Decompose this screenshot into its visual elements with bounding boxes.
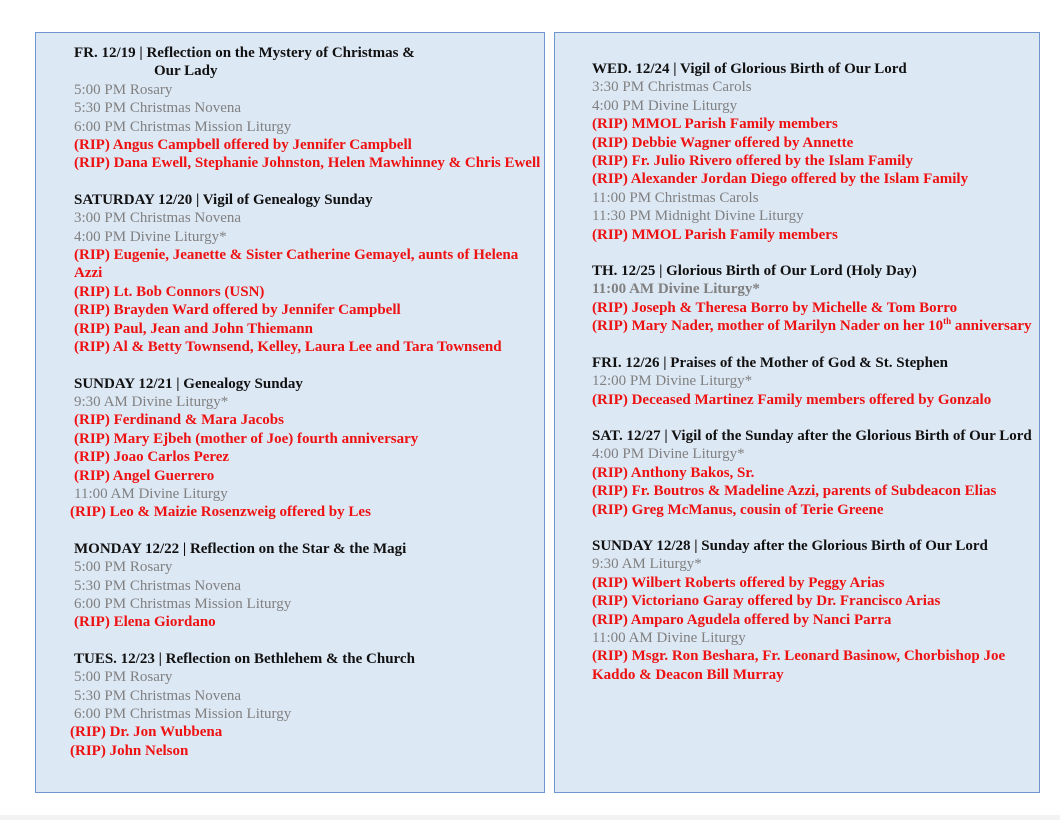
service-time (74, 209, 542, 227)
entry-text: (RIP) Amparo Agudela offered by Nanci Parra (592, 611, 892, 628)
schedule-day-block (74, 540, 544, 632)
entry-text: (RIP) Lt. Bob Connors (USN) (74, 283, 265, 300)
memorial-intention (74, 467, 542, 485)
entry-text: 12:00 PM Divine Liturgy* (592, 373, 753, 390)
memorial-intention (74, 246, 542, 283)
memorial-intention (74, 613, 542, 631)
day-heading (74, 44, 542, 81)
day-heading-text: SATURDAY 12/20 | Vigil of Genealogy Sunday (74, 191, 373, 208)
service-time (74, 687, 542, 705)
entry-text: 11:00 AM Divine Liturgy (592, 629, 746, 646)
entry-text: (RIP) Debbie Wagner offered by Annette (592, 134, 854, 151)
entry-text: (RIP) Dr. Jon Wubbena (70, 724, 223, 741)
service-time (592, 629, 1034, 647)
service-time (74, 393, 542, 411)
entry-text: 5:30 PM Christmas Novena (74, 577, 242, 594)
memorial-intention (592, 226, 1034, 244)
entry-text: (RIP) Brayden Ward offered by Jennifer Campbell (74, 302, 401, 319)
day-heading-text: TH. 12/25 | Glorious Birth of Our Lord (Holy Day) (592, 263, 917, 280)
entry-text: 9:30 AM Divine Liturgy* (74, 393, 229, 410)
day-heading-text: SUNDAY 12/28 | Sunday after the Glorious Birth of Our Lord (592, 537, 988, 554)
entry-text: (RIP) MMOL Parish Family members (592, 116, 838, 133)
day-heading-text: WED. 12/24 | Vigil of Glorious Birth of Our Lord (592, 61, 907, 77)
memorial-intention (592, 170, 1034, 188)
day-heading-text: MONDAY 12/22 | Reflection on the Star & the Magi (74, 540, 407, 557)
entry-text: (RIP) MMOL Parish Family members (592, 226, 838, 243)
day-heading (592, 537, 1034, 555)
memorial-intention (592, 501, 1034, 519)
entry-text: (RIP) Mary Nader, mother of Marilyn Nader on her 10 (592, 318, 944, 335)
schedule-day-block (74, 191, 544, 357)
memorial-intention (70, 742, 538, 760)
service-time (74, 81, 542, 99)
memorial-intention (74, 448, 542, 466)
day-heading (74, 191, 542, 209)
service-time (592, 97, 1034, 115)
entry-text: 11:00 AM Divine Liturgy (74, 485, 228, 502)
entry-text: 11:00 PM Christmas Carols (592, 189, 759, 206)
entry-text: (RIP) Joseph & Theresa Borro by Michelle & Tom Borro (592, 299, 958, 316)
memorial-intention (74, 154, 542, 172)
schedule-day-block (592, 262, 1039, 336)
entry-text: 3:30 PM Christmas Carols (592, 79, 752, 96)
service-time (74, 668, 542, 686)
memorial-intention (592, 391, 1034, 409)
memorial-intention (74, 338, 542, 356)
day-heading (74, 650, 542, 668)
memorial-intention (592, 134, 1034, 152)
service-time (592, 445, 1034, 463)
memorial-intention (70, 723, 538, 741)
entry-text: 5:00 PM Rosary (74, 81, 173, 98)
entry-text: 3:00 PM Christmas Novena (74, 210, 242, 227)
entry-text: (RIP) Mary Ejbeh (mother of Joe) fourth anniversary (74, 430, 419, 447)
entry-text: (RIP) Paul, Jean and John Thiemann (74, 320, 313, 337)
service-time (74, 485, 542, 503)
service-time (592, 189, 1034, 207)
day-heading (592, 60, 1034, 78)
day-heading (592, 427, 1034, 445)
memorial-intention (74, 136, 542, 154)
day-heading (592, 262, 1034, 280)
day-heading-text: FR. 12/19 | Reflection on the Mystery of Christmas & (74, 45, 415, 61)
memorial-intention (592, 464, 1034, 482)
entry-text: (RIP) Angus Campbell offered by Jennifer Campbell (74, 137, 412, 154)
memorial-intention (592, 592, 1034, 610)
entry-text: 4:00 PM Divine Liturgy* (74, 228, 227, 245)
entry-text-continuation: anniversary (951, 318, 1032, 335)
entry-text: 9:30 AM Liturgy* (592, 556, 702, 573)
entry-text: (RIP) Msgr. Ron Beshara, Fr. Leonard Basinow, Chorbishop Joe Kaddo & Deacon Bill Murray (592, 648, 1006, 683)
service-time (592, 207, 1034, 225)
entry-text: (RIP) Victoriano Garay offered by Dr. Francisco Arias (592, 593, 941, 610)
memorial-intention (70, 503, 538, 521)
service-time (74, 99, 542, 117)
entry-text: (RIP) Al & Betty Townsend, Kelley, Laura Lee and Tara Townsend (74, 339, 502, 356)
memorial-intention (592, 482, 1034, 500)
day-heading-text: SAT. 12/27 | Vigil of the Sunday after the Glorious Birth of Our Lord (592, 427, 1032, 444)
service-time (592, 555, 1034, 573)
entry-text: 5:00 PM Rosary (74, 559, 173, 576)
schedule-day-block (592, 60, 1039, 244)
service-time (74, 705, 542, 723)
ordinal-superscript: th (943, 316, 952, 327)
entry-text: 6:00 PM Christmas Mission Liturgy (74, 595, 292, 612)
schedule-day-block (592, 427, 1039, 519)
day-heading-text: SUNDAY 12/21 | Genealogy Sunday (74, 375, 303, 392)
day-heading (592, 354, 1034, 372)
entry-text: (RIP) Angel Guerrero (74, 467, 215, 484)
page-bottom-edge (0, 815, 1060, 820)
memorial-intention (592, 317, 1034, 335)
memorial-intention (74, 430, 542, 448)
entry-text: (RIP) Alexander Jordan Diego offered by the Islam Family (592, 171, 969, 188)
entry-text: (RIP) Deceased Martinez Family members offered by Gonzalo (592, 391, 992, 408)
entry-text: (RIP) Fr. Julio Rivero offered by the Islam Family (592, 153, 913, 170)
memorial-intention (74, 301, 542, 319)
left-column-box (35, 32, 545, 793)
entry-text: (RIP) Anthony Bakos, Sr. (592, 464, 755, 481)
entry-text: (RIP) Elena Giordano (74, 614, 216, 631)
entry-text: 5:30 PM Christmas Novena (74, 687, 242, 704)
entry-text: (RIP) Dana Ewell, Stephanie Johnston, Helen Mawhinney & Chris Ewell (74, 155, 541, 172)
entry-text: 6:00 PM Christmas Mission Liturgy (74, 118, 292, 135)
memorial-intention (592, 299, 1034, 317)
schedule-day-block (592, 537, 1039, 684)
day-heading-text: FRI. 12/26 | Praises of the Mother of God & St. Stephen (592, 354, 948, 371)
day-heading-text: TUES. 12/23 | Reflection on Bethlehem & the Church (74, 650, 415, 667)
memorial-intention (592, 647, 1034, 684)
day-heading (74, 375, 542, 393)
memorial-intention (592, 115, 1034, 133)
entry-text: 6:00 PM Christmas Mission Liturgy (74, 706, 292, 722)
entry-text: 11:30 PM Midnight Divine Liturgy (592, 208, 804, 225)
service-time (74, 118, 542, 136)
entry-text: (RIP) Ferdinand & Mara Jacobs (74, 412, 284, 429)
entry-text: (RIP) Leo & Maizie Rosenzweig offered by Les (70, 504, 371, 521)
schedule-day-block (592, 354, 1039, 409)
service-time (592, 78, 1034, 96)
service-time (592, 280, 1034, 298)
memorial-intention (592, 152, 1034, 170)
memorial-intention (74, 320, 542, 338)
service-time (592, 372, 1034, 390)
entry-text: (RIP) Eugenie, Jeanette & Sister Catherine Gemayel, aunts of Helena Azzi (74, 247, 519, 282)
day-heading-continuation: Our Lady (154, 63, 218, 80)
entry-text: 4:00 PM Divine Liturgy (592, 97, 738, 114)
entry-text: (RIP) Greg McManus, cousin of Terie Greene (592, 501, 884, 518)
entry-text: (RIP) John Nelson (70, 742, 189, 759)
schedule-day-block (70, 650, 544, 760)
entry-text: (RIP) Joao Carlos Perez (74, 449, 230, 466)
schedule-day-block (70, 375, 544, 522)
memorial-intention (592, 611, 1034, 629)
entry-text: 4:00 PM Divine Liturgy* (592, 446, 745, 463)
entry-text: 5:00 PM Rosary (74, 669, 173, 686)
memorial-intention (74, 283, 542, 301)
day-heading (74, 540, 542, 558)
service-time (74, 558, 542, 576)
entry-text: 5:30 PM Christmas Novena (74, 100, 242, 117)
memorial-intention (592, 574, 1034, 592)
schedule-day-block (74, 44, 544, 173)
entry-text: (RIP) Fr. Boutros & Madeline Azzi, parents of Subdeacon Elias (592, 483, 997, 500)
memorial-intention (74, 411, 542, 429)
entry-text: 11:00 AM Divine Liturgy* (592, 281, 760, 298)
service-time (74, 228, 542, 246)
service-time (74, 595, 542, 613)
service-time (74, 577, 542, 595)
entry-text: (RIP) Wilbert Roberts offered by Peggy Arias (592, 574, 885, 591)
right-column-box (554, 32, 1040, 793)
